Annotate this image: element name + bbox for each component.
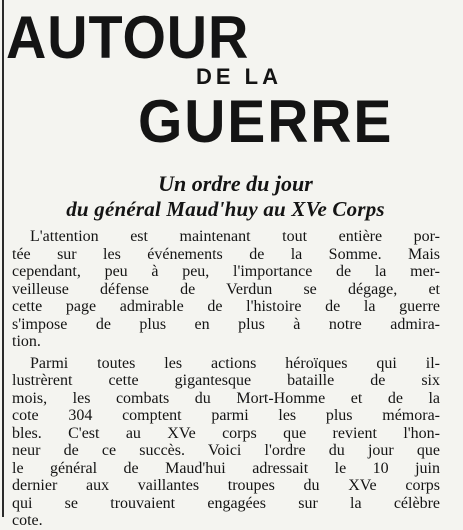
headline-autour: AUTOUR [6, 4, 250, 71]
text-line: neur de ce succès. Voici l'ordre du jour que [12, 442, 440, 459]
text-line: dernier aux vaillantes troupes du XVe corps [12, 477, 440, 494]
text-line: cote. [12, 512, 43, 529]
paragraph-2 [12, 355, 440, 530]
text-line: tion. [12, 333, 41, 350]
text-line: Parmi toutes les actions héroïques qui il- [30, 354, 440, 372]
subheadline-line-2: du général Maud'huy au XVe Corps [66, 197, 385, 221]
text-line: s'impose de plus en plus à notre admira- [12, 315, 440, 333]
text-line: cote 304 comptent parmi les plus mémora- [12, 407, 440, 424]
text-line: cette page admirable de l'histoire de la guerre [12, 298, 440, 315]
column-rule [2, 0, 4, 517]
text-line: bles. C'est au XVe corps que revient l'hon- [12, 424, 440, 442]
text-line: tée sur les événements de la Somme. Mais [12, 245, 440, 263]
paragraph-1 [12, 228, 440, 351]
text-line: lustrèrent cette gigantesque bataille de six [12, 372, 440, 389]
subheadline-line-1: Un ordre du jour [158, 171, 313, 196]
headline-de-la: DE LA [196, 64, 282, 89]
headline-guerre: GUERRE [138, 88, 394, 155]
text-line: le général de Maud'hui adressait le 10 juin [12, 459, 440, 477]
article-body [12, 228, 440, 530]
text-line: L'attention est maintenant tout entière por- [30, 228, 440, 245]
text-line: veilleuse défense de Verdun se dégage, et [12, 280, 440, 298]
text-line: cependant, peu à peu, l'importance de la mer- [12, 263, 440, 280]
text-line: mois, les combats du Mort-Homme et de la [12, 389, 440, 407]
text-line: qui se trouvaient engagées sur la célèbre [12, 494, 440, 512]
